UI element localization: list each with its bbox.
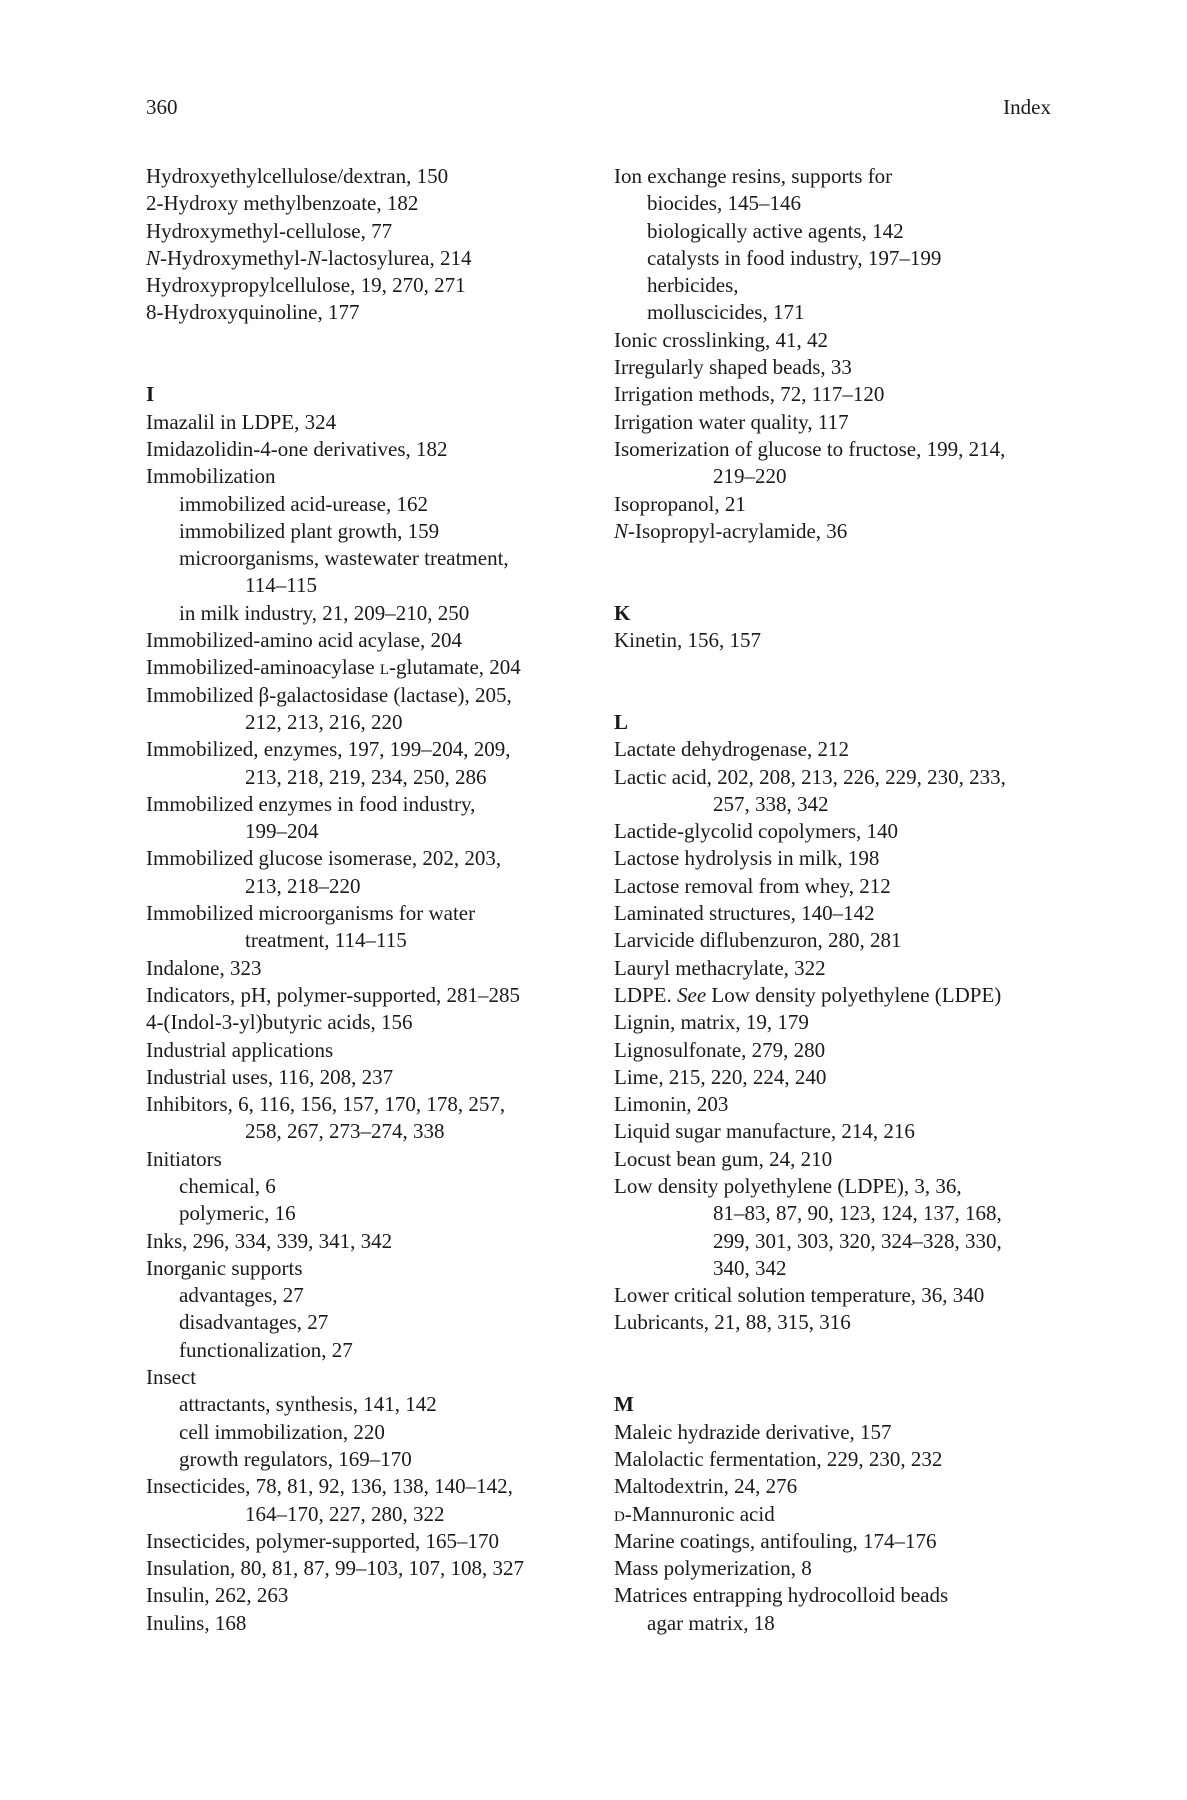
index-entry: Lactide-glycolid copolymers, 140 (614, 819, 899, 844)
index-entry: Kinetin, 156, 157 (614, 628, 761, 653)
entry-text-segment: N (307, 245, 322, 270)
index-entry-continuation: 164–170, 227, 280, 322 (245, 1501, 445, 1526)
index-entry: Lime, 215, 220, 224, 240 (614, 1064, 827, 1089)
index-entry: Insect (146, 1365, 197, 1390)
index-subentry: attractants, synthesis, 141, 142 (179, 1392, 437, 1417)
index-subentry: catalysts in food industry, 197–199 (647, 245, 942, 270)
index-entry-continuation: 114–115 (245, 573, 317, 598)
index-entry: Immobilized β-galactosidase (lactase), 205, (146, 682, 512, 707)
index-subentry: biologically active agents, 142 (647, 218, 904, 243)
index-entry: Maltodextrin, 24, 276 (614, 1474, 798, 1499)
index-entry: Maleic hydrazide derivative, 157 (614, 1419, 892, 1444)
entry-text-segment: N (146, 245, 161, 270)
entry-text-segment: Low density polyethylene (LDPE) (706, 982, 1002, 1007)
index-subentry: chemical, 6 (179, 1173, 276, 1198)
index-entry (614, 1501, 1084, 1528)
spacer (146, 354, 616, 381)
index-entry: Ionic crosslinking, 41, 42 (614, 327, 829, 352)
index-entry: Imazalil in LDPE, 324 (146, 409, 337, 434)
index-entry: Low density polyethylene (LDPE), 3, 36, (614, 1173, 962, 1198)
index-entry: Hydroxypropylcellulose, 19, 270, 271 (146, 273, 466, 298)
index-entry: 8-Hydroxyquinoline, 177 (146, 300, 360, 325)
section-letter: L (614, 709, 629, 734)
index-entry-continuation: 219–220 (713, 464, 787, 489)
entry-text-segment: Immobilized-aminoacylase (146, 655, 380, 680)
index-entry-continuation: 258, 267, 273–274, 338 (245, 1119, 445, 1144)
running-head: Index (1003, 95, 1051, 119)
index-subentry: agar matrix, 18 (647, 1610, 775, 1635)
index-subentry: cell immobilization, 220 (179, 1419, 385, 1444)
index-entry: Inulins, 168 (146, 1610, 247, 1635)
index-entry: Imidazolidin-4-one derivatives, 182 (146, 436, 448, 461)
index-entry: Immobilized glucose isomerase, 202, 203, (146, 846, 502, 871)
index-entry: Locust bean gum, 24, 210 (614, 1146, 833, 1171)
entry-text-segment: -glutamate, 204 (389, 655, 521, 680)
index-entry: Insulation, 80, 81, 87, 99–103, 107, 108, 327 (146, 1556, 524, 1581)
index-entry: Lactose hydrolysis in milk, 198 (614, 846, 880, 871)
index-entry: Ion exchange resins, supports for (614, 164, 893, 188)
index-entry-continuation: 213, 218–220 (245, 873, 361, 898)
index-entry: Lubricants, 21, 88, 315, 316 (614, 1310, 851, 1335)
index-entry: Immobilized-amino acid acylase, 204 (146, 628, 463, 653)
index-entry: Industrial applications (146, 1037, 334, 1062)
index-entry-continuation: 199–204 (245, 819, 319, 844)
index-entry (146, 654, 616, 681)
index-entry: Inks, 296, 334, 339, 341, 342 (146, 1228, 393, 1253)
index-entry: Mass polymerization, 8 (614, 1556, 812, 1581)
index-entry-continuation: 299, 301, 303, 320, 324–328, 330, (713, 1228, 1002, 1253)
index-entry: Lignosulfonate, 279, 280 (614, 1037, 826, 1062)
entry-text-segment: l (379, 655, 390, 680)
index-entry: Hydroxymethyl-cellulose, 77 (146, 218, 393, 243)
index-entry: Irrigation water quality, 117 (614, 409, 849, 434)
index-entry: Marine coatings, antifouling, 174–176 (614, 1528, 937, 1553)
spacer (614, 1364, 1084, 1391)
index-subentry: growth regulators, 169–170 (179, 1446, 412, 1471)
index-subentry: disadvantages, 27 (179, 1310, 329, 1335)
index-column-left (146, 163, 616, 1637)
index-entry-continuation: 213, 218, 219, 234, 250, 286 (245, 764, 487, 789)
index-entry: Isomerization of glucose to fructose, 199, 214, (614, 436, 1006, 461)
index-entry-continuation: 257, 338, 342 (713, 791, 829, 816)
index-column-right (614, 163, 1084, 1637)
index-entry-continuation: treatment, 114–115 (245, 928, 407, 953)
index-subentry: microorganisms, wastewater treatment, (179, 546, 509, 571)
entry-text-segment: See (677, 982, 707, 1007)
index-subentry: immobilized plant growth, 159 (179, 518, 440, 543)
spacer (614, 572, 1084, 599)
index-entry (614, 982, 1084, 1009)
index-entry: Insulin, 262, 263 (146, 1583, 289, 1608)
index-entry: Lactic acid, 202, 208, 213, 226, 229, 230, 233, (614, 764, 1006, 789)
index-entry: Isopropanol, 21 (614, 491, 746, 516)
index-entry: Insecticides, 78, 81, 92, 136, 138, 140–142, (146, 1474, 513, 1499)
index-entry: Irregularly shaped beads, 33 (614, 355, 852, 380)
spacer (146, 327, 616, 354)
entry-text-segment: -Mannuronic acid (624, 1501, 775, 1526)
index-subentry: biocides, 145–146 (647, 191, 801, 216)
index-subentry: immobilized acid-urease, 162 (179, 491, 428, 516)
entry-text-segment: -Isopropyl-acrylamide, 36 (628, 518, 848, 543)
index-entry-continuation: 81–83, 87, 90, 123, 124, 137, 168, (713, 1201, 1002, 1226)
entry-text-segment: -lactosylurea, 214 (321, 245, 472, 270)
index-entry: Lauryl methacrylate, 322 (614, 955, 826, 980)
index-entry: Limonin, 203 (614, 1092, 729, 1117)
index-entry: Lignin, matrix, 19, 179 (614, 1010, 809, 1035)
page-number: 360 (146, 95, 178, 119)
index-entry: Immobilized microorganisms for water (146, 901, 476, 926)
index-subentry: herbicides, (647, 273, 739, 298)
index-entry: Immobilization (146, 464, 276, 489)
index-entry: Larvicide diflubenzuron, 280, 281 (614, 928, 902, 953)
index-entry: Indicators, pH, polymer-supported, 281–285 (146, 982, 521, 1007)
index-entry (614, 518, 1084, 545)
section-letter: M (614, 1392, 634, 1417)
index-entry-continuation: 212, 213, 216, 220 (245, 709, 403, 734)
index-entry: Initiators (146, 1146, 222, 1171)
index-subentry: polymeric, 16 (179, 1201, 296, 1226)
index-subentry: in milk industry, 21, 209–210, 250 (179, 600, 470, 625)
index-entry: Industrial uses, 116, 208, 237 (146, 1064, 394, 1089)
section-letter: I (146, 382, 155, 407)
index-entry: Lactose removal from whey, 212 (614, 873, 891, 898)
index-entry: Lactate dehydrogenase, 212 (614, 737, 849, 762)
index-entry: Insecticides, polymer-supported, 165–170 (146, 1528, 500, 1553)
index-entry: Irrigation methods, 72, 117–120 (614, 382, 885, 407)
index-entry: Matrices entrapping hydrocolloid beads (614, 1583, 949, 1608)
index-subentry: functionalization, 27 (179, 1337, 353, 1362)
index-entry: Hydroxyethylcellulose/dextran, 150 (146, 164, 449, 188)
index-entry: Liquid sugar manufacture, 214, 216 (614, 1119, 915, 1144)
index-entry: Inhibitors, 6, 116, 156, 157, 170, 178, 257, (146, 1092, 506, 1117)
entry-text-segment: -Hydroxymethyl- (160, 245, 307, 270)
index-entry: Immobilized, enzymes, 197, 199–204, 209, (146, 737, 511, 762)
spacer (614, 1337, 1084, 1364)
index-entry: 4-(Indol-3-yl)butyric acids, 156 (146, 1010, 413, 1035)
entry-text-segment: d (614, 1501, 625, 1526)
index-entry: Indalone, 323 (146, 955, 262, 980)
index-entry (146, 245, 616, 272)
section-letter: K (614, 600, 631, 625)
index-entry: Immobilized enzymes in food industry, (146, 791, 476, 816)
index-entry: Malolactic fermentation, 229, 230, 232 (614, 1446, 943, 1471)
entry-text-segment: LDPE. (614, 982, 677, 1007)
index-subentry: advantages, 27 (179, 1283, 304, 1308)
index-entry: Inorganic supports (146, 1255, 303, 1280)
entry-text-segment: N (614, 518, 629, 543)
index-entry: Laminated structures, 140–142 (614, 901, 875, 926)
spacer (614, 682, 1084, 709)
spacer (614, 545, 1084, 572)
index-subentry: molluscicides, 171 (647, 300, 805, 325)
index-entry-continuation: 340, 342 (713, 1255, 787, 1280)
spacer (614, 654, 1084, 681)
index-entry: 2-Hydroxy methylbenzoate, 182 (146, 191, 419, 216)
index-entry: Lower critical solution temperature, 36, 340 (614, 1283, 985, 1308)
